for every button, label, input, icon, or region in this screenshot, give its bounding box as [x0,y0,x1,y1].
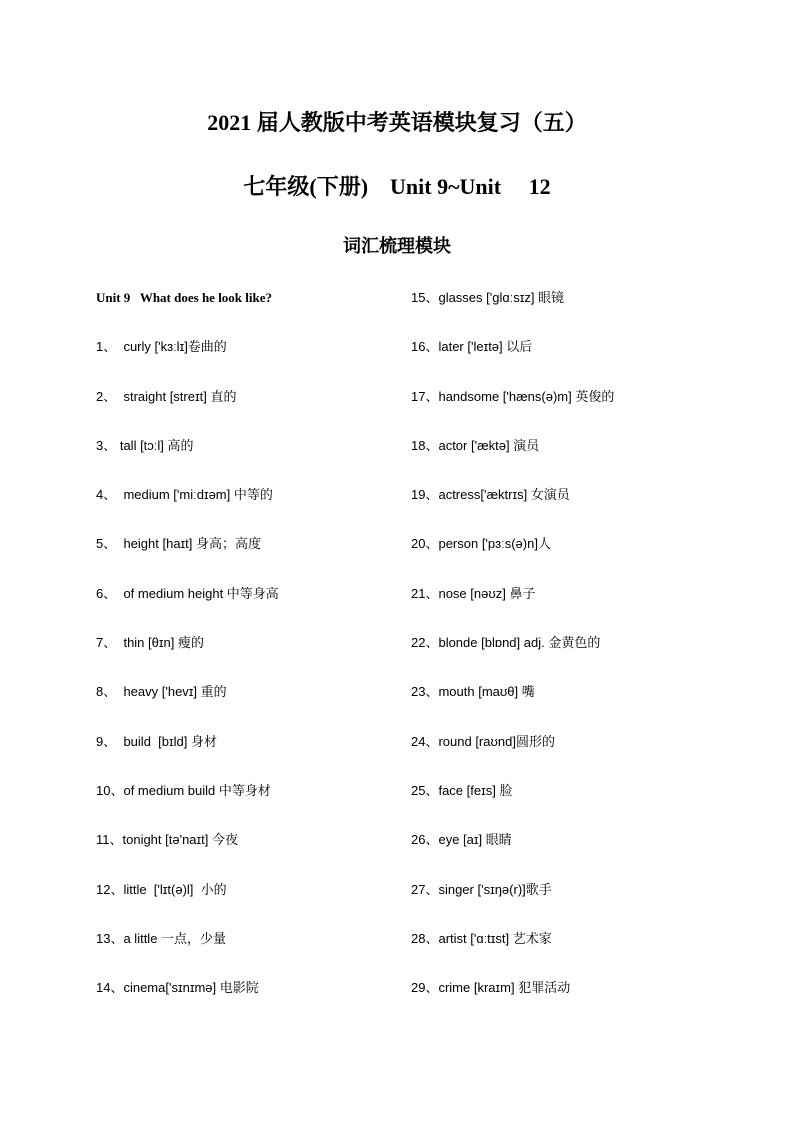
vocab-item: 8、 heavy ['hevɪ] 重的 [96,684,227,700]
document-subtitle: 七年级(下册) Unit 9~Unit 12 [243,174,551,199]
vocab-item: 13、a little 一点，少量 [96,930,227,946]
vocab-item: 23、mouth [maʊθ] 嘴 [411,684,535,700]
vocab-item: 15、glasses ['glɑːsɪz] 眼镜 [411,290,565,305]
vocab-item: 2、 straight [streɪt] 直的 [96,388,237,404]
vocab-item: 4、 medium ['miːdɪəm] 中等的 [96,487,273,503]
vocab-item: 26、eye [aɪ] 眼睛 [411,832,512,848]
vocab-item: 29、crime [kraɪm] 犯罪活动 [411,980,571,996]
vocab-item: 9、 build [bɪld] 身材 [96,733,217,749]
vocab-item: 19、actress['æktrɪs] 女演员 [411,487,570,503]
vocab-item: 16、later ['leɪtə] 以后 [411,339,533,355]
vocab-list-left [96,289,396,1028]
vocab-item: 17、handsome ['hæns(ə)m] 英俊的 [411,388,615,404]
vocab-item: 3、 tall [tɔːl] 高的 [96,437,194,453]
section-heading: 词汇梳理模块 [343,236,451,256]
document-title: 2021 届人教版中考英语模块复习（五） [207,110,587,135]
vocab-item: 24、round [raʊnd]圆形的 [411,733,555,749]
vocab-item: 27、singer ['sɪŋə(r)]歌手 [411,881,552,897]
vocab-item: 18、actor ['æktə] 演员 [411,437,540,453]
unit-heading: Unit 9 What does he look like? [96,290,273,305]
vocab-item: 10、of medium build 中等身材 [96,782,271,798]
vocab-item: 28、artist ['ɑːtɪst] 艺术家 [411,930,552,946]
vocab-item: 20、person ['pɜːs(ə)n]人 [411,536,551,552]
vocab-list-right [411,289,771,1028]
vocab-item: 25、face [feɪs] 脸 [411,782,513,798]
vocab-item: 6、 of medium height 中等身高 [96,585,279,601]
vocab-item: 1、 curly ['kɜːlɪ]卷曲的 [96,339,227,355]
vocab-item: 14、cinema['sɪnɪmə] 电影院 [96,980,259,996]
vocab-item: 11、tonight [tə'naɪt] 今夜 [96,832,238,848]
vocab-item: 5、 height [haɪt] 身高；高度 [96,536,262,552]
vocab-item: 22、blonde [blɒnd] adj. 金黄色的 [411,635,601,651]
vocab-item: 12、little ['lɪt(ə)l] 小的 [96,881,227,897]
vocab-item: 21、nose [nəʊz] 鼻子 [411,585,536,601]
vocab-item: 7、 thin [θɪn] 瘦的 [96,635,204,651]
